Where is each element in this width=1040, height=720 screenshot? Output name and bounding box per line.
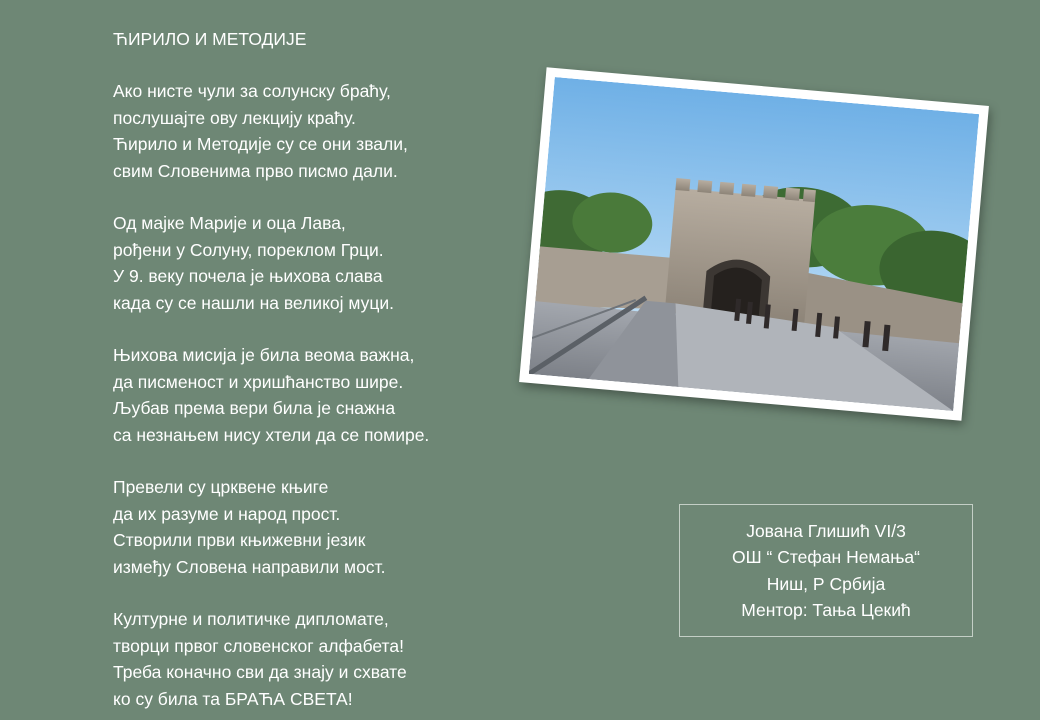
stanza: [113, 606, 513, 712]
photo-frame: [519, 67, 989, 420]
author-city: Ниш, Р Србија: [766, 573, 886, 594]
poem-line: Културне и политичке дипломате,: [113, 609, 389, 629]
poem-line: Треба коначно сви да знају и схвате: [113, 662, 407, 682]
poem-line: Од мајке Марије и оца Лава,: [113, 213, 346, 233]
poem-line: ко су била та БРАЋА СВЕТА!: [113, 688, 353, 709]
stanza: [113, 78, 513, 184]
poem-line: са незнањем нису хтели да се помире.: [113, 424, 430, 445]
fortress-gate-illustration: [529, 77, 979, 411]
stanza: [113, 210, 513, 316]
author-mentor: Ментор: Тања Цекић: [741, 600, 911, 620]
poem-line: послушајте ову лекцију краћу.: [113, 107, 356, 128]
poem-line: У 9. веку почела је њихова слава: [113, 266, 383, 286]
poem-line: Превели су црквене књиге: [113, 477, 329, 497]
poem-title: ЋИРИЛО И МЕТОДИЈЕ: [113, 29, 307, 49]
poem-line: Љубав према вери била је снажна: [113, 398, 396, 418]
poem-line: да их разуме и народ прост.: [113, 503, 341, 524]
fortress-gate-photo: [529, 77, 979, 411]
author-name: Јована Глишић VI/3: [746, 520, 906, 541]
stanza: [113, 342, 513, 448]
author-info-box: [679, 504, 973, 637]
poem-line: када су се нашли на великој муци.: [113, 292, 395, 313]
stanza: [113, 474, 513, 580]
poem-line: Створили први књижевни језик: [113, 530, 366, 550]
poem-line: Њихова мисија је била веома важна,: [113, 345, 415, 365]
poem-line: између Словена направили мост.: [113, 556, 386, 577]
poem-line: свим Словенима прво писмо дали.: [113, 160, 398, 181]
author-school: ОШ “ Стефан Немања“: [732, 547, 920, 567]
poem-line: Ћирило и Методије су се они звали,: [113, 134, 408, 154]
poem: [113, 26, 513, 712]
poem-line: Ако нисте чули за солунску браћу,: [113, 81, 391, 101]
poem-line: творци првог словенског алфабета!: [113, 635, 404, 656]
poem-line: да писменост и хришћанство шире.: [113, 371, 404, 392]
poem-line: рођени у Солуну, пореклом Грци.: [113, 239, 384, 260]
